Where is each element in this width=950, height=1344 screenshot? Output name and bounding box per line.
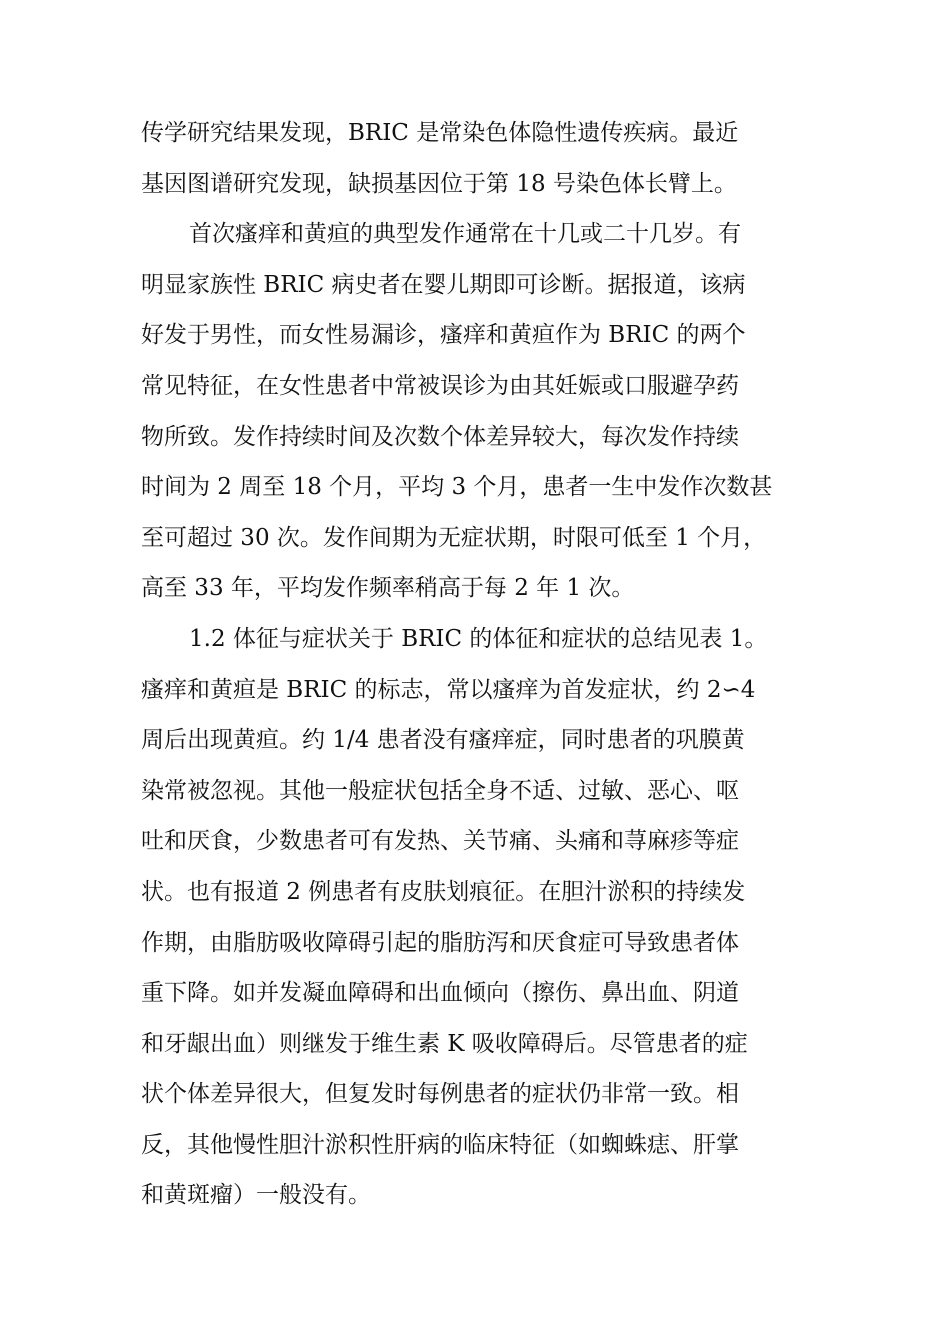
text-line: 周后出现黄疸。约 1/4 患者没有瘙痒症，同时患者的巩膜黄 (141, 727, 745, 754)
text-line: 时间为 2 周至 18 个月，平均 3 个月，患者一生中发作次数甚 (141, 474, 773, 501)
text-line: 状个体差异很大，但复发时每例患者的症状仍非常一致。相 (141, 1081, 739, 1108)
text-line: 常见特征，在女性患者中常被误诊为由其妊娠或口服避孕药 (141, 372, 739, 399)
text-line: 和黄斑瘤）一般没有。 (141, 1182, 371, 1209)
text-line: 好发于男性，而女性易漏诊，瘙痒和黄疸作为 BRIC 的两个 (141, 322, 746, 349)
section-heading-line: 1.2 体征与症状关于 BRIC 的体征和症状的总结见表 1。 (189, 625, 768, 652)
text-line: 瘙痒和黄疸是 BRIC 的标志，常以瘙痒为首发症状，约 2∽4 (141, 676, 756, 703)
text-line: 反，其他慢性胆汁淤积性肝病的临床特征（如蜘蛛痣、肝掌 (141, 1131, 739, 1158)
text-line: 和牙龈出血）则继发于维生素 K 吸收障碍后。尽管患者的症 (141, 1030, 748, 1057)
text-line: 物所致。发作持续时间及次数个体差异较大，每次发作持续 (141, 423, 739, 450)
text-line: 传学研究结果发现，BRIC 是常染色体隐性遗传疾病。最近 (141, 120, 739, 146)
text-line: 染常被忽视。其他一般症状包括全身不适、过敏、恶心、呕 (141, 777, 739, 804)
text-line: 高至 33 年，平均发作频率稍高于每 2 年 1 次。 (141, 575, 635, 602)
text-line: 明显家族性 BRIC 病史者在婴儿期即可诊断。据报道，该病 (141, 271, 746, 298)
text-line: 吐和厌食，少数患者可有发热、关节痛、头痛和荨麻疹等症 (141, 828, 739, 855)
paragraph-first-line: 首次瘙痒和黄疸的典型发作通常在十几或二十几岁。有 (189, 221, 741, 248)
body-text (141, 108, 831, 1221)
text-line: 作期，由脂肪吸收障碍引起的脂肪泻和厌食症可导致患者体 (141, 929, 739, 956)
text-line: 状。也有报道 2 例患者有皮肤划痕征。在胆汁淤积的持续发 (141, 878, 746, 905)
text-line: 重下降。如并发凝血障碍和出血倾向（擦伤、鼻出血、阴道 (141, 980, 739, 1007)
text-line: 基因图谱研究发现，缺损基因位于第 18 号染色体长臂上。 (141, 170, 737, 197)
text-line: 至可超过 30 次。发作间期为无症状期，时限可低至 1 个月， (141, 524, 767, 551)
